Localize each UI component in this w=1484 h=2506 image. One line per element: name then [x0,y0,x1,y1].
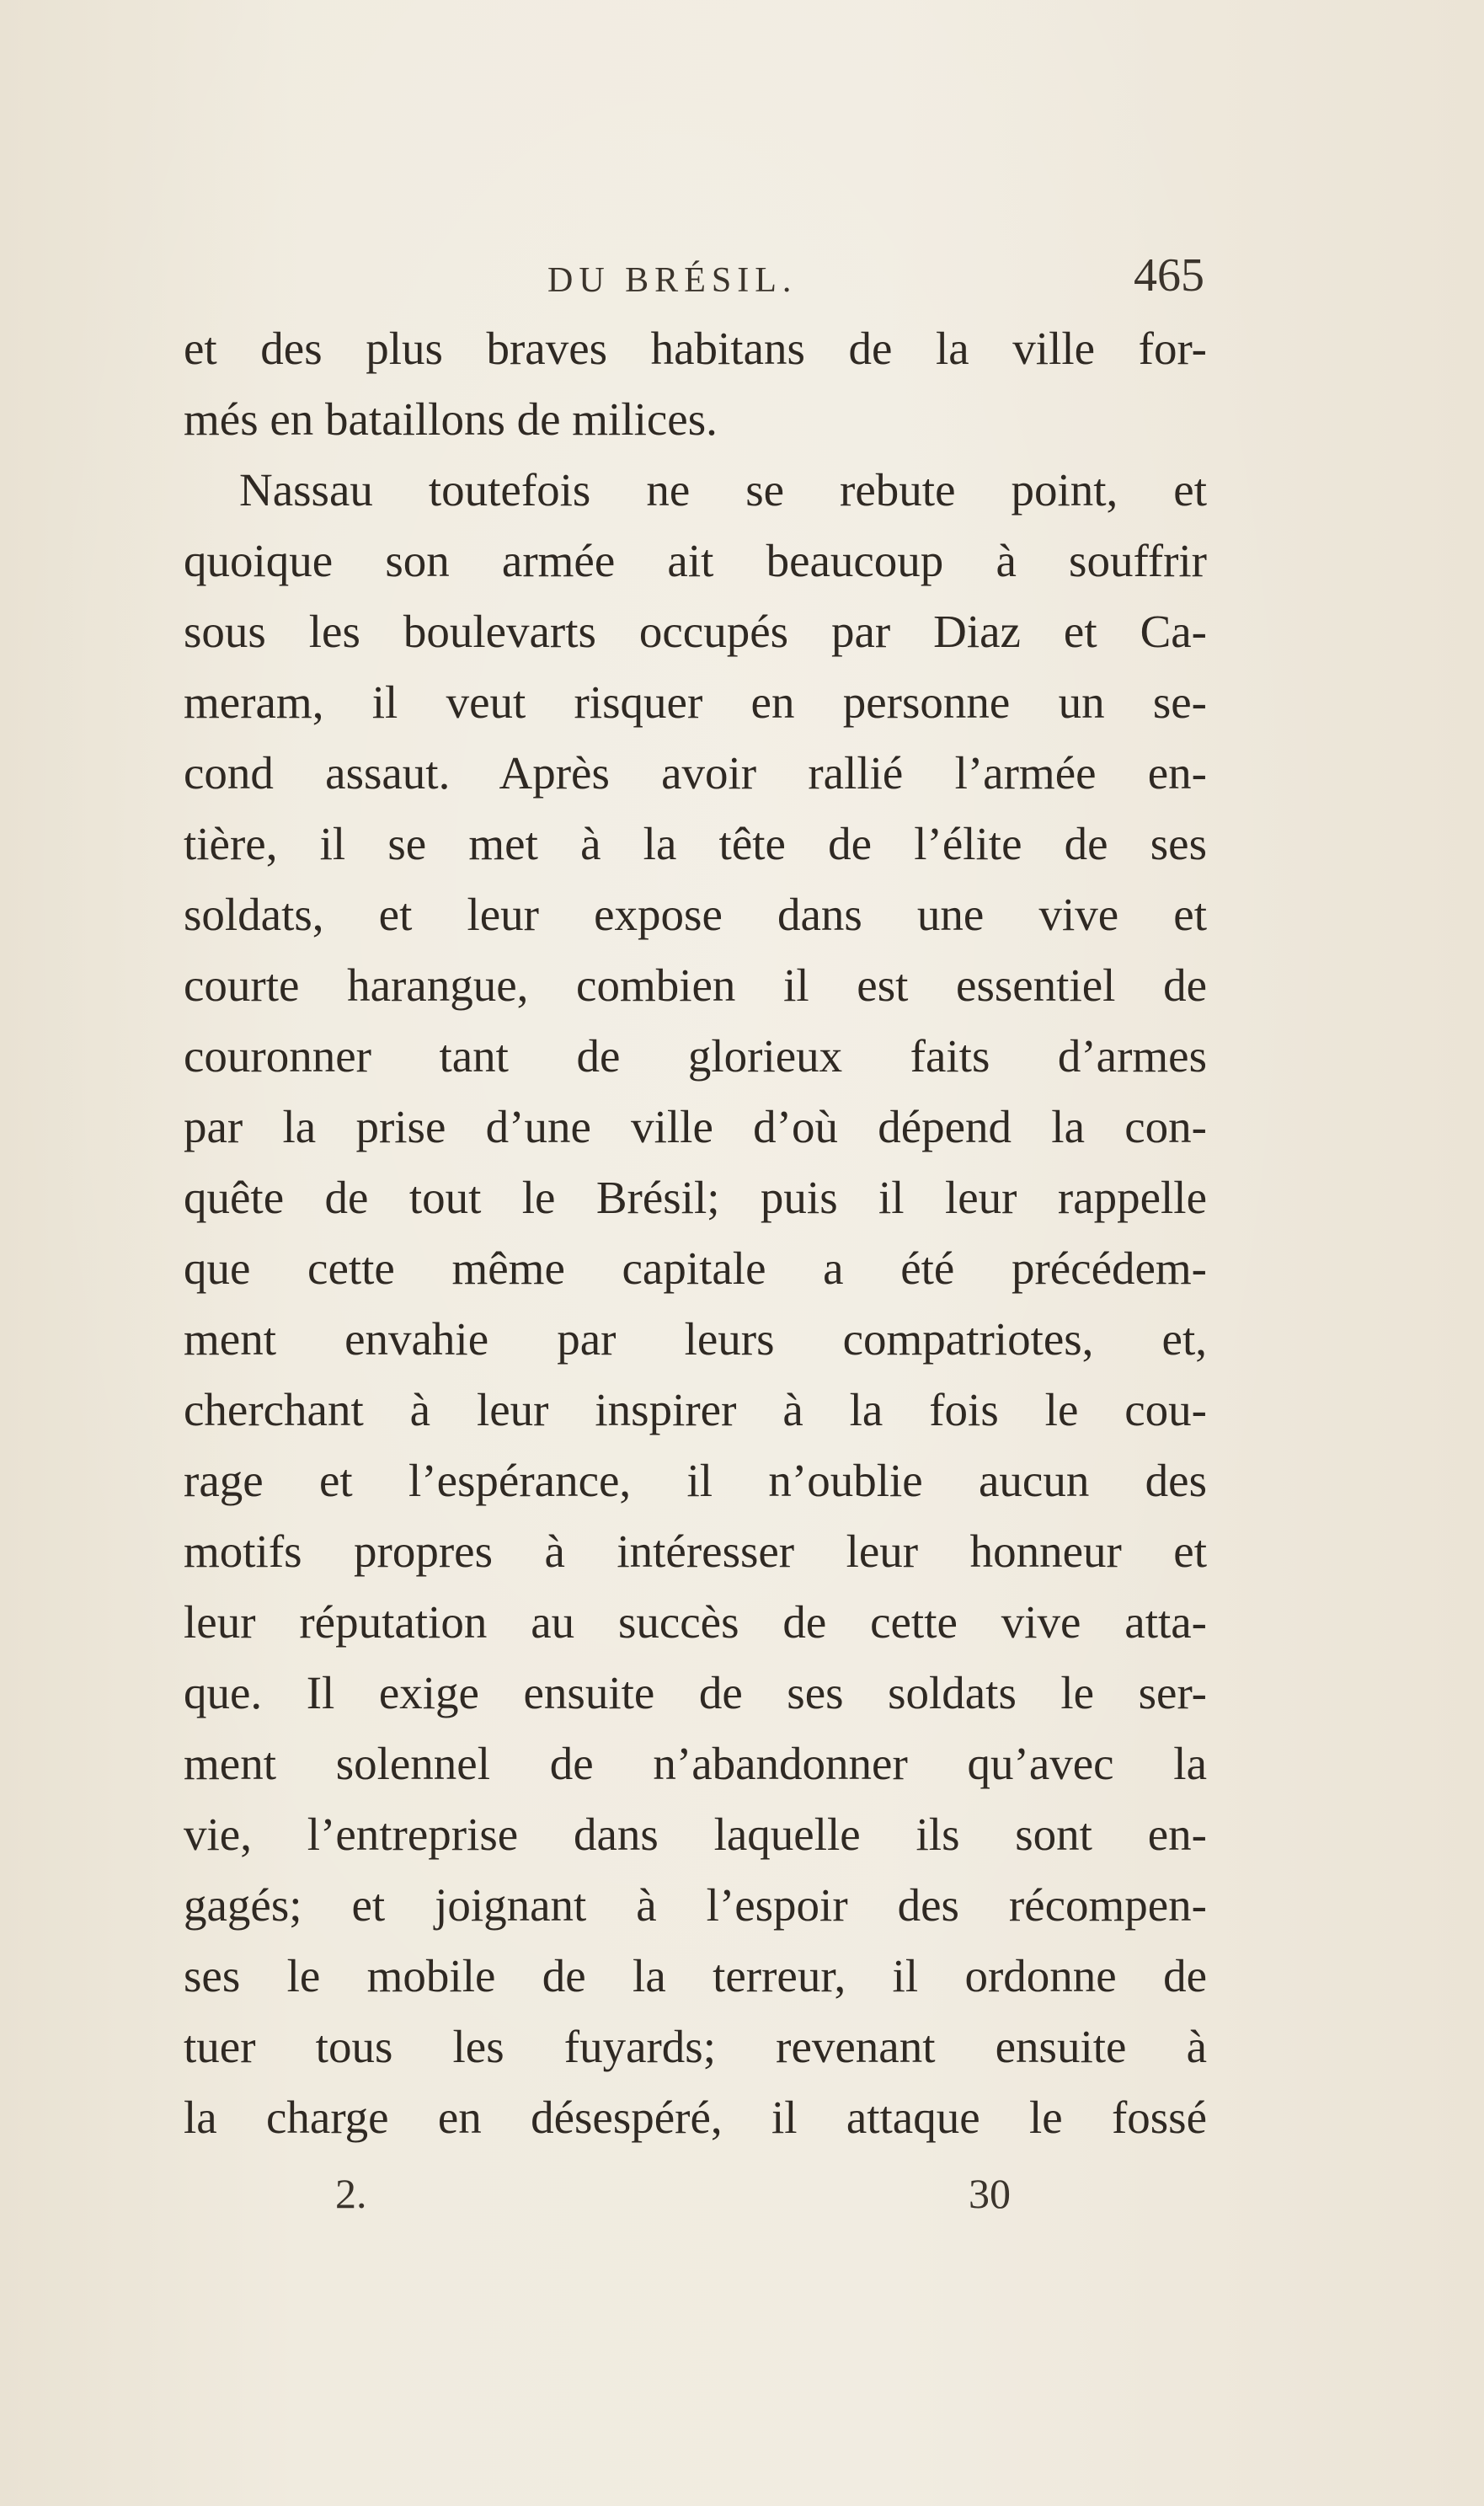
text-line-6: meram, il veut risquer en personne un se- [184,676,1207,728]
text-line-5: sous les boulevarts occupés par Diaz et Ca- [184,606,1207,657]
text-line-19: leur réputation au succès de cette vive atta- [184,1596,1207,1648]
text-line-8: tière, il se met à la tête de l’élite de ses [184,818,1207,869]
text-line-7: cond assaut. Après avoir rallié l’armée en- [184,747,1207,799]
page-footer [0,2169,1484,2236]
running-title: DU BRÉSIL. [547,261,798,300]
text-line-22: vie, l’entreprise dans laquelle ils sont en- [184,1809,1207,1860]
text-line-12: par la prise d’une ville d’où dépend la con- [184,1101,1207,1152]
body-text [184,313,1207,2153]
text-line-16: cherchant à leur inspirer à la fois le cou- [184,1384,1207,1435]
text-line-10: courte harangue, combien il est essentiel de [184,959,1207,1011]
text-line-15: ment envahie par leurs compatriotes, et, [184,1313,1207,1365]
running-head [185,248,1204,316]
text-line-14: que cette même capitale a été précédem- [184,1242,1207,1294]
text-line-20: que. Il exige ensuite de ses soldats le ser- [184,1667,1207,1718]
text-line-26: la charge en désespéré, il attaque le fossé [184,2092,1207,2143]
text-line-21: ment solennel de n’abandonner qu’avec la [184,1738,1207,1789]
text-line-2: més en bataillons de milices. [184,393,718,445]
text-line-24: ses le mobile de la terreur, il ordonne de [184,1950,1207,2001]
text-line-18: motifs propres à intéresser leur honneur et [184,1526,1207,1577]
text-line-25: tuer tous les fuyards; revenant ensuite à [184,2021,1207,2072]
page-number: 465 [1134,249,1204,302]
signature-mark: 2. [335,2170,367,2217]
text-line-9: soldats, et leur expose dans une vive et [184,889,1207,940]
signature-number: 30 [969,2170,1011,2217]
text-line-3: Nassau toutefois ne se rebute point, et [239,464,1207,516]
text-line-11: couronner tant de glorieux faits d’armes [184,1030,1207,1082]
text-line-4: quoique son armée ait beaucoup à souffrir [184,535,1207,586]
text-line-17: rage et l’espérance, il n’oublie aucun des [184,1455,1207,1506]
text-line-23: gagés; et joignant à l’espoir des récompen- [184,1879,1207,1931]
text-line-13: quête de tout le Brésil; puis il leur rappelle [184,1172,1207,1223]
text-line-1: et des plus braves habitans de la ville for- [184,323,1207,374]
